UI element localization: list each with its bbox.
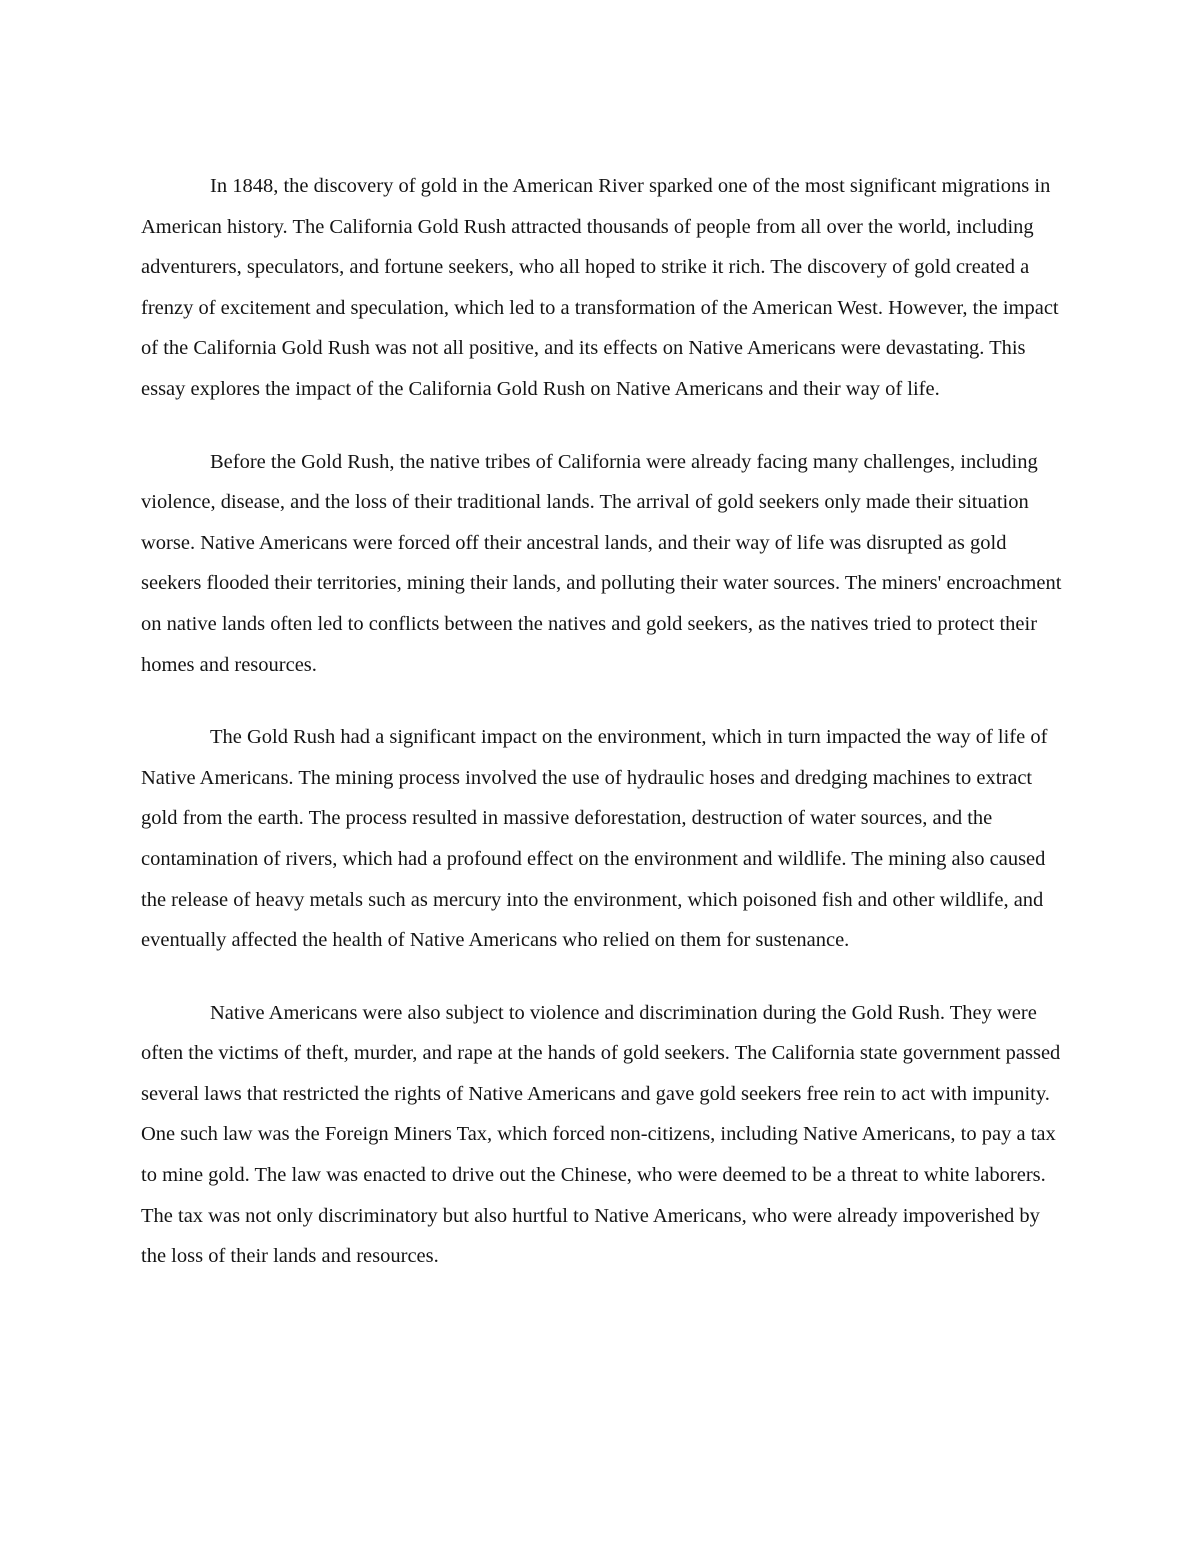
paragraph-violence-discrimination: Native Americans were also subject to violence and discrimination during the Gold Rush. They were often the victims of theft, murder, and rape at the hands of gold seekers. The California state government passed several laws that restricted the rights of Native Americans and gave gold seekers free rein to act with impunity. One such law was the Foreign Miners Tax, which forced non-citizens, including Native Americans, to pay a tax to mine gold. The law was enacted to drive out the Chinese, who were deemed to be a threat to white laborers. The tax was not only discriminatory but also hurtful to Native Americans, who were already impoverished by the loss of their lands and resources. [141,1001,1061,1268]
paragraph-intro: In 1848, the discovery of gold in the American River sparked one of the most significant migrations in American history. The California Gold Rush attracted thousands of people from all over the world, including adventurers, speculators, and fortune seekers, who all hoped to strike it rich. The discovery of gold created a frenzy of excitement and speculation, which led to a transformation of the American West. However, the impact of the California Gold Rush was not all positive, and its effects on Native Americans were devastating. This essay explores the impact of the California Gold Rush on Native Americans and their way of life. [141,175,1059,400]
paragraph-before-gold-rush: Before the Gold Rush, the native tribes of California were already facing many challenges, including violence, disease, and the loss of their traditional lands. The arrival of gold seekers only made their situation worse. Native Americans were forced off their ancestral lands, and their way of life was disrupted as gold seekers flooded their territories, mining their lands, and polluting their water sources. The miners' encroachment on native lands often led to conflicts between the natives and gold seekers, as the natives tried to protect their homes and resources. [141,450,1062,676]
paragraph-environment: The Gold Rush had a significant impact on the environment, which in turn impacted the way of life of Native Americans. The mining process involved the use of hydraulic hoses and dredging machines to extract gold from the earth. The process resulted in massive deforestation, destruction of water sources, and the contamination of rivers, which had a profound effect on the environment and wildlife. The mining also caused the release of heavy metals such as mercury into the environment, which poisoned fish and other wildlife, and eventually affected the health of Native Americans who relied on them for sustenance. [141,726,1048,952]
essay-body [141,166,1066,1309]
